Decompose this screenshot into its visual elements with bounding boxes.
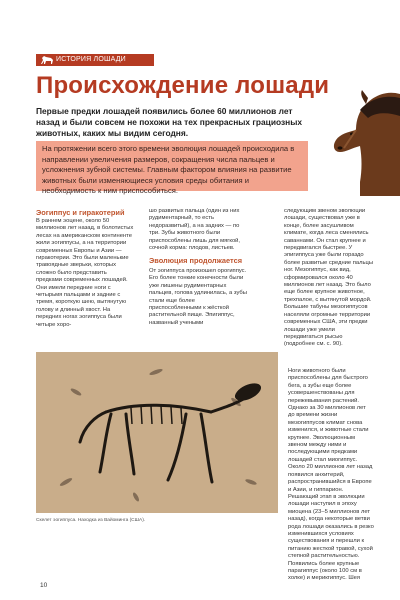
column-3	[284, 208, 374, 349]
heading-evolution-text: Эволюция продолжается	[149, 256, 243, 265]
top-margin	[0, 0, 400, 44]
fossil-skeleton-icon	[36, 352, 278, 513]
column-2-bottom-text: От эогиппуса произошел орогиппус. Его более тонкие конечности были уже лишены рудиментарных пальцев, голова удлинилась, а зубы стали еще более приспособленными к жёсткой растительной пище. Эпигиппус, названный учеными	[149, 268, 247, 326]
column-3-text: следующим звеном эволюции лошади, существовал уже в конце, более засушливом климате, когда леса сменялись саваннами. Он стал крупнее и передвигался быстрее. У эпигиппуса уже были гораздо более развитые средние пальцы ног. Мезогиппус, как вид, сформировался около 40 миллионов лет назад. Это было еще более крупное животное, трехпалое, с вытянутой мордой. Большие табуны мезогиппусов населяли огромные территории современных США, эти предки лошади уже умели передвигаться рысью (подробнее см. с. 90).	[284, 208, 373, 348]
column-1	[36, 208, 134, 329]
intro-text: На протяжении всего этого времени эволюция лошадей происходила в направлении увеличения размеров, сокращения числа пальцев и усложнения зубной системы. Главным фактором влияния на развитие животных были изменяющиеся условия среды обитания и необходимость к ним приспособиться.	[42, 144, 295, 196]
intro-box	[36, 141, 308, 196]
column-2-top	[149, 208, 246, 252]
page-number: 10	[40, 582, 48, 589]
photo-caption: Скелет эогиппуса. Находка из Вайоминга (США).	[36, 518, 146, 523]
column-4	[288, 368, 374, 583]
heading-evolution	[149, 256, 259, 266]
horse-icon	[40, 55, 54, 65]
page-title: Происхождение лошади	[36, 72, 330, 99]
horse-photo	[296, 86, 400, 196]
column-2-top-text: шо развитых пальца (один из них рудиментарный, то есть недоразвитый), а на задних — по три. Зубы животного были приспособлены лишь для мягкой, сочной корма: плодов, листьев.	[149, 208, 241, 252]
lead-paragraph: Первые предки лошадей появились более 60 миллионов лет назад и были совсем не похожи на тех прекрасных грациозных животных, каких мы видим сегодня.	[36, 106, 303, 139]
fossil-photo	[36, 352, 278, 513]
column-2-bottom	[149, 268, 247, 327]
column-1-text: В раннем эоцене, около 50 миллионов лет назад, в болотистых лесах на американском континенте жили эогиппусы, а на территории современных Европы и Азии — гиракотерии. Это были маленькие травоядные зверьки, которых сложно было представить предками современных лошадей. Они имели передние ноги с четырьмя пальцами и задние с тремя, короткую шею, вытянутую голову и длинный хвост. На передних ногах эогиппуса были четыре хоро-	[36, 218, 134, 328]
column-4-text: Ноги животного были приспособлены для быстрого бега, а зубы еще более усовершенствованы для пережевывания растений. Однако за 30 миллионов лет до времени жизни мезогиппусов климат снова изменился, и животные стали крупнее. Эволюционным звеном между ними и последующими предками лошадей стал миогиппус. Около 20 миллионов лет назад появился анхитерий, распространившийся в Европе и Азии, и гиппарион. Решающий этап в эволюции лошади наступил в эпоху миоцена (23–5 миллионов лет назад), когда некоторые ветви рода лошади оказались в резко изменившихся условиях существования и перешли к питанию жесткой травой, сухой степной растительностью. Появились более крупные парагиппус (около 100 см в холке) и мерикгиппус. Шея	[288, 368, 374, 582]
heading-eohippus: Эогиппус и гиракотерий	[36, 208, 125, 217]
section-label-text: ИСТОРИЯ ЛОШАДИ	[56, 56, 126, 63]
